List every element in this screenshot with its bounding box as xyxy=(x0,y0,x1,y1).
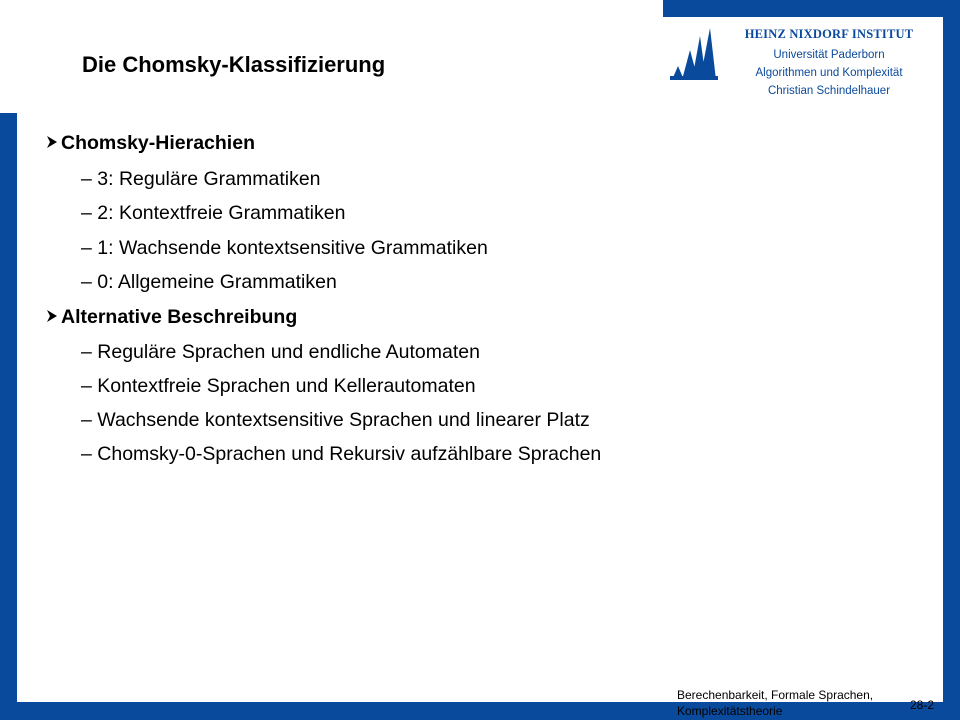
footer-course-line: Komplexitätstheorie xyxy=(677,704,783,718)
list-item: – 2: Kontextfreie Grammatiken xyxy=(81,202,346,224)
institute-university: Universität Paderborn xyxy=(773,49,885,61)
hni-logo-icon xyxy=(670,28,718,80)
list-item: – Chomsky-0-Sprachen und Rekursiv aufzählbare Sprachen xyxy=(81,443,602,465)
bullet-heading-text: Chomsky-Hierachien xyxy=(61,132,255,154)
list-item: – 0: Allgemeine Grammatiken xyxy=(81,271,337,293)
arrowhead-bullet-icon xyxy=(46,132,61,155)
list-item: – 1: Wachsende kontextsensitive Grammatiken xyxy=(81,237,488,259)
institute-name: HEINZ NIXDORF INSTITUT xyxy=(744,27,914,41)
bullet-heading-alternative-description xyxy=(46,306,297,329)
list-item: – Kontextfreie Sprachen und Kellerautomaten xyxy=(81,375,476,397)
list-item: – 3: Reguläre Grammatiken xyxy=(81,168,321,190)
bullet-heading-text: Alternative Beschreibung xyxy=(61,306,298,328)
institute-author: Christian Schindelhauer xyxy=(767,85,891,97)
arrowhead-bullet-icon xyxy=(46,306,61,329)
institute-department: Algorithmen und Komplexität xyxy=(755,67,903,79)
bullet-heading-chomsky-hierarchies xyxy=(46,132,255,155)
footer-course-title xyxy=(677,687,917,719)
list-item: – Reguläre Sprachen und endliche Automaten xyxy=(81,341,480,363)
page-number: 28-2 xyxy=(910,698,935,712)
footer-course-line: Berechenbarkeit, Formale Sprachen, xyxy=(677,688,874,702)
list-item: – Wachsende kontextsensitive Sprachen und linearer Platz xyxy=(81,409,590,431)
page-title: Die Chomsky-Klassifizierung xyxy=(82,52,386,77)
